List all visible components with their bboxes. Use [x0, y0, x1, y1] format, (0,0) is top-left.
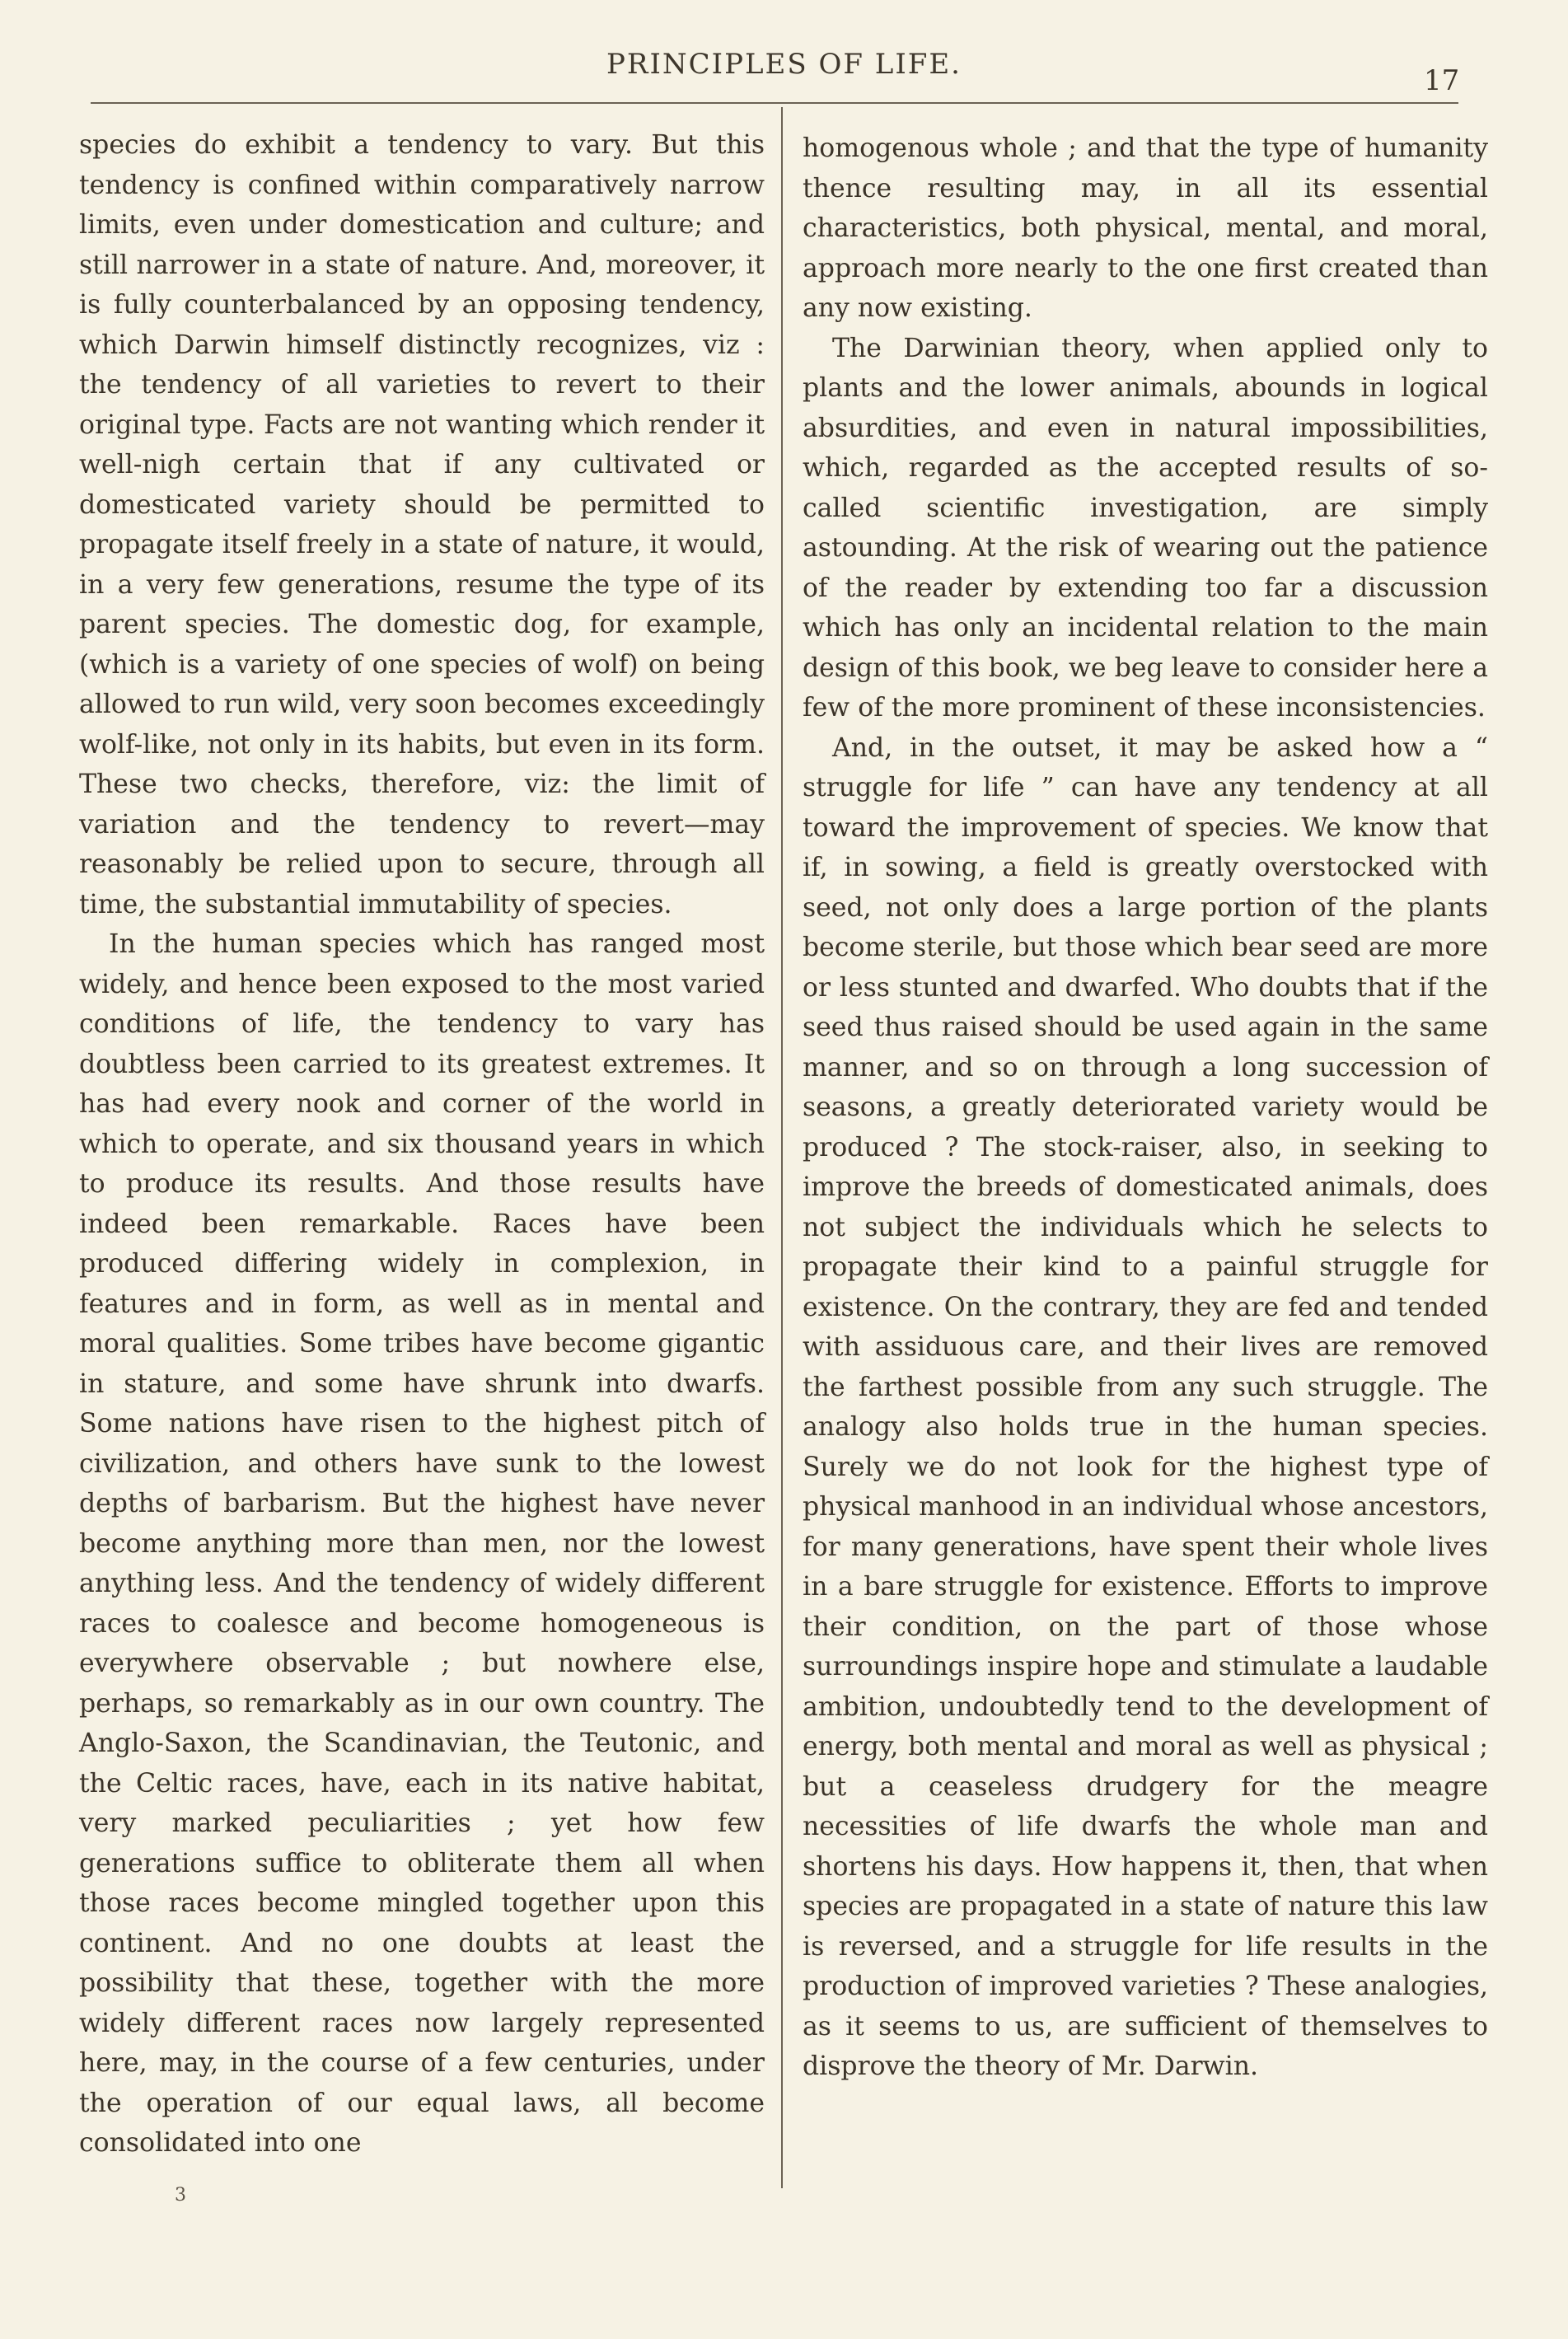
column-divider — [781, 107, 783, 2188]
left-paragraph-2: In the human species which has ranged most widely, and hence been exposed to the most varied conditions of life, the tendency to vary has doubtless been carried to its greatest extremes. It has had every nook and corner of the world in which to operate, and six thousand years in which to produce its results. And those results have indeed been remarkable. Races have been produced differing widely in complexion, in features and in form, as well as in mental and moral qualities. Some tribes have become gigantic in stature, and some have shrunk into dwarfs. Some nations have risen to the highest pitch of civilization, and others have sunk to the lowest depths of barbarism. But the highest have never become anything more than men, nor the lowest anything less. And the tendency of widely different races to coalesce and become homogeneous is everywhere observable ; but nowhere else, perhaps, so remarkably as in our own country. The Anglo-Saxon, the Scandinavian, the Teutonic, and the Celtic races, have, each in its native habitat, very marked peculiarities ; yet how few generations suffice to obliterate them all when those races become mingled together upon this continent. And no one doubts at least the possibility that these, together with the more widely different races now largely represented here, may, in the course of a few centuries, under the operation of our equal laws, all become consolidated into one — [79, 929, 765, 2158]
right-column — [803, 129, 1488, 2087]
left-paragraph-1: species do exhibit a tendency to vary. But this tendency is confined within comparatively narrow limits, even under domestication and culture; and still narrower in a state of nature. And, moreover, it is fully counterbalanced by an opposing tendency, which Darwin himself distinctly recognizes, viz : the tendency of all varieties to revert to their original type. Facts are not wanting which render it well-nigh certain that if any cultivated or domesticated variety should be permitted to propagate itself freely in a state of nature, it would, in a very few generations, resume the type of its parent species. The domestic dog, for example, (which is a variety of one species of wolf) on being allowed to run wild, very soon becomes exceedingly wolf-like, not only in its habits, but even in its form. These two checks, therefore, viz: the limit of variation and the tendency to revert—may reasonably be relied upon to secure, through all time, the substantial immutability of species. — [79, 130, 765, 919]
right-paragraph-3: And, in the outset, it may be asked how a “ struggle for life ” can have any tendency at all toward the improvement of species. We know that if, in sowing, a field is greatly overstocked with seed, not only does a large portion of the plants become sterile, but those which bear seed are more or less stunted and dwarfed. Who doubts that if the seed thus raised should be used again in the same manner, and so on through a long succession of seasons, a greatly deteriorated variety would be produced ? The stock-raiser, also, in seeking to improve the breeds of domesticated animals, does not subject the individuals which he selects to propagate their kind to a painful struggle for existence. On the contrary, they are fed and tended with assiduous care, and their lives are removed the farthest possible from any such struggle. The analogy also holds true in the human species. Surely we do not look for the highest type of physical manhood in an individual whose ancestors, for many generations, have spent their whole lives in a bare struggle for existence. Efforts to improve their condition, on the part of those whose surroundings inspire hope and stimulate a laudable ambition, undoubtedly tend to the development of energy, both mental and moral as well as physical ; but a ceaseless drudgery for the meagre necessities of life dwarfs the whole man and shortens his days. How happens it, then, that when species are propagated in a state of nature this law is reversed, and a struggle for life results in the production of improved varieties ? These analogies, as it seems to us, are sufficient of themselves to disprove the theory of Mr. Darwin. — [803, 732, 1488, 2081]
page-number: 17 — [1424, 64, 1460, 97]
running-head: PRINCIPLES OF LIFE. — [606, 48, 962, 81]
header-rule — [91, 102, 1458, 104]
right-paragraph-1: homogenous whole ; and that the type of humanity thence resulting may, in all its essential characteristics, both physical, mental, and moral, approach more nearly to the one first created than any now existing. — [803, 133, 1488, 323]
right-paragraph-2: The Darwinian theory, when applied only to plants and the lower animals, abounds in logical absurdities, and even in natural impossibilities, which, regarded as the accepted results of so-called scientific investigation, are simply astounding. At the risk of wearing out the patience of the reader by extending too far a discussion which has only an incidental relation to the main design of this book, we beg leave to consider here a few of the more prominent of these inconsistencies. — [803, 333, 1488, 723]
signature-mark: 3 — [175, 2185, 186, 2206]
left-column — [79, 125, 765, 2164]
